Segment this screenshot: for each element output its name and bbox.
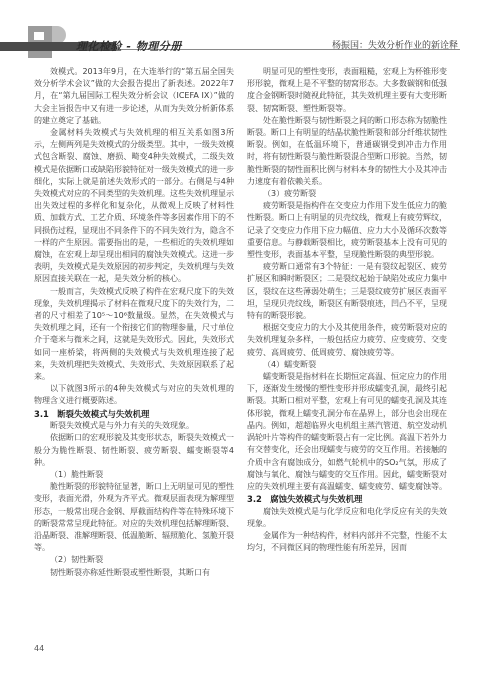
left-column bbox=[34, 66, 234, 579]
paragraph: 金属材料失效模式与失效机理的相互关系如图3所示，左侧两列是失效模式的分级类型。其中，一级失效模式包含断裂、腐蚀、磨损、畸变4种失效模式，二级失效模式是依据断口或缺陷形貌特征对一级失效模式的进一步细化，实际上就是前述失效形式的一部分。右侧是与4种失效模式对应的不同类型的失效机理。这些失效机理显示出失效过程的多样化和复杂化，从微观上反映了材料性质、加载方式、工艺介质、环境条件等多因素作用下的不同损伤过程，显现出不同条件下的不同失效行为，隐含不一样的产生原因。需要指出的是，一些相近的失效机理如腐蚀，在宏观上却呈现出相同的腐蚀失效模式。这进一步表明，失效模式是失效原因的初步判定，失效机理与失效原因直接关联在一起，是失效分析的核心。 bbox=[34, 128, 234, 284]
paragraph: 腐蚀失效模式是与化学反应和电化学反应有关的失效现象。 bbox=[247, 506, 447, 528]
section-heading: 3.2 腐蚀失效模式与失效机理 bbox=[247, 494, 363, 505]
section-heading: 3.1 断裂失效模式与失效机理 bbox=[34, 408, 150, 419]
page-number: 44 bbox=[34, 644, 45, 653]
paragraph: 依据断口的宏观形貌及其变形状态，断裂失效模式一般分为脆性断裂、韧性断裂、疲劳断裂、蠕变断裂等4种。 bbox=[34, 433, 234, 467]
paragraph: 蠕变断裂是指材料在长期恒定高温、恒定应力的作用下，逐渐发生缓慢的塑性变形并形成蠕变孔洞，最终引起断裂。其断口相对平整，宏观上有可见的蠕变孔洞及其连体形貌，微观上蠕变孔洞分布在晶界上，部分也会出现在晶内。例如，超超临界火电机组主蒸汽管道、航空发动机涡轮叶片等构件的蠕变断裂占有一定比例。高温下若外力有交替变化，还会出现蠕变与疲劳的交互作用。若接触的介质中含有腐蚀成分，如燃气轮机中的SO₂气氛，形成了腐蚀与氧化、腐蚀与蠕变的交互作用。因此，蠕变断裂对应的失效机理主要有高温蠕变、蠕变疲劳、蠕变腐蚀等。 bbox=[247, 372, 447, 491]
paragraph: 断裂失效模式是与外力有关的失效现象。 bbox=[50, 421, 194, 431]
paragraph: 一般而言，失效模式反映了构件在宏观尺度下的失效现象，失效机理揭示了材料在微观尺度下的失效行为，二者的尺寸相差了10⁵～10⁶数量级。显然，在失效模式与失效机理之间，还有一个衔接它们的物理参量，尺寸单位介于毫米与微米之间，这就是失效形式。因此，失效形式如同一座桥梁，将两侧的失效模式与失效机理连接了起来，失效机理把失效模式、失效形式、失效原因联系了起来。 bbox=[34, 286, 234, 382]
paragraph: 疲劳断裂是指构件在交变应力作用下发生低应力的脆性断裂。断口上有明显的贝壳纹线，微观上有疲劳辉纹，记录了交变应力作用下应力幅值、应力大小及循环次数等重要信息。与静载断裂相比，疲劳断裂基本上没有可见的塑性变形，表面基本平整，呈现脆性断裂的典型形貌。 bbox=[247, 201, 447, 260]
subsection-heading: （2）韧性断裂 bbox=[50, 555, 104, 565]
right-column bbox=[247, 66, 447, 554]
paragraph: 处在脆性断裂与韧性断裂之间的断口形态称为韧脆性断裂。断口上有明显的结晶状脆性断裂和部分纤维状韧性断裂。例如，在低温环境下，普通碳钢受到冲击力作用时，将有韧性断裂与脆性断裂混合型断口形貌。当然，韧脆性断裂的韧性面积比例与材料本身的韧性大小及其冲击力速度有着依赖关系。 bbox=[247, 115, 447, 186]
page-header bbox=[0, 0, 480, 60]
paragraph: 根据交变应力的大小及其使用条件，疲劳断裂对应的失效机理复杂多样，一般包括应力疲劳、应变疲劳、交变疲劳、高周疲劳、低周疲劳、腐蚀疲劳等。 bbox=[247, 323, 447, 357]
paragraph: 以下就图3所示的4种失效模式与对应的失效机理的物理含义进行概要陈述。 bbox=[34, 384, 234, 406]
paragraph: 金属作为一种结构件，材料内部并不完整，性能不太均匀，不同微区间的物理性能有所差异，因而 bbox=[247, 530, 447, 553]
journal-title: 理化检验 - 物理分册 bbox=[76, 40, 182, 53]
paragraph: 明显可见的塑性变形，表面粗糙，宏观上为杯锥形变形形貌，微观上是不平整的韧窝形态。大多数碳钢和低强度合金钢断裂时随视此特征，其失效机理主要有大变形断裂、韧窝断裂、塑性断裂等。 bbox=[247, 67, 447, 113]
subsection-heading: （1）脆性断裂 bbox=[50, 469, 104, 479]
subsection-heading: （4）蠕变断裂 bbox=[263, 359, 317, 369]
paragraph: 脆性断裂的形貌特征显著，断口上无明显可见的塑性变形，表面光滑，外观为齐平式。微观层面表现为解理型形态，一般常出现合金钢、厚截面结构件等在特殊环境下的断裂常常呈现此特征。对应的失效机理包括解理断裂、沿晶断裂、准解理断裂、低温脆断、辐照脆化、氢脆开裂等。 bbox=[34, 482, 234, 553]
running-header-author: 杨振国：失效分析作业的新诠释 bbox=[331, 41, 458, 51]
subsection-heading: （3）疲劳断裂 bbox=[263, 189, 317, 199]
paragraph: 韧性断裂亦称延性断裂或塑性断裂，其断口有 bbox=[50, 567, 210, 577]
paragraph: 效模式。2013年9月，在大连举行的“第五届全国失效分析学术会议”做的大会报告提出了新表述。2022年7月，在“第九届国际工程失效分析会议（ICEFA IX）”做的大会主旨报告中又有进一步论述，从而为失效分析新体系的建立奠定了基础。 bbox=[34, 67, 234, 125]
paragraph: 疲劳断口通常有3个特征：一是有裂纹起裂区、疲劳扩展区和瞬时断裂区；二是裂纹起始于缺陷处或应力集中区，裂纹在这些薄弱处萌生；三是裂纹疲劳扩展区表面平坦，呈现贝壳纹线，断裂区有断裂痕迹，凹凸不平，呈现特有的断裂形貌。 bbox=[247, 262, 447, 321]
